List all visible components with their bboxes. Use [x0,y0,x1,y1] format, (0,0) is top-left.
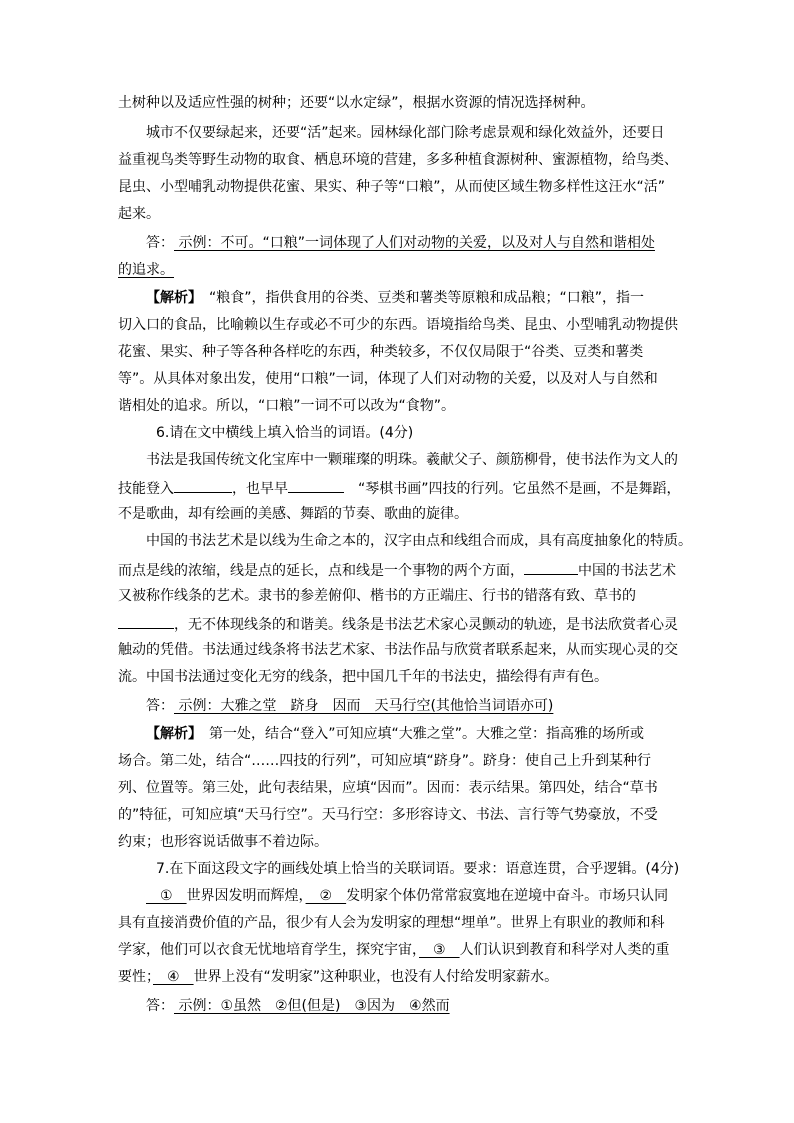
paragraph-line: 等”。从具体对象出发，使用“口粮”一词，体现了人们对动物的关爱，以及对人与自然和 [118,371,658,387]
paragraph-line: 列、位置等。第三处，此句表结果，应填“因而”。因而：表示结果。第四处，结合“草书 [118,780,658,796]
answer-text: 示例：①虽然 ②但(但是) ③因为 ④然而 [174,998,450,1014]
question-7-line: 学家，他们可以衣食无忧地培育学生，探究宇宙， ③ 人们认识到教育和科学对人类的重 [118,942,670,958]
fill-blank-4[interactable] [118,613,174,629]
analysis-text: 第一处，结合“登入”可知应填“大雅之堂”。大雅之堂：指高雅的场所或 [209,726,645,742]
answer-5-cont [118,260,174,280]
fill-blank-2[interactable] [288,477,344,493]
paragraph-line: 书法是我国传统文化宝库中一颗璀璨的明珠。羲献父子、颜筋柳骨，使书法作为文人的 [146,452,678,468]
paragraph-line: 起来。 [118,206,160,222]
analysis-tag: 【解析】 [146,290,195,306]
fill-blank-3[interactable] [524,559,578,575]
paragraph-line: 益重视鸟类等野生动物的取食、栖息环境的营建，多多种植食源树种、蜜源植物，给鸟类、 [118,152,678,168]
paragraph-line: 场合。第二处，结合“……四技的行列”，可知应填“跻身”。跻身：使自己上升到某种行 [118,753,652,769]
paragraph-line: 花蜜、果实、种子等各种各样吃的东西，种类较多，不仅仅局限于“谷类、豆类和薯类 [118,344,644,360]
question-6-title: 6.请在文中横线上填入恰当的词语。(4分) [156,425,414,441]
analysis-6 [146,724,644,744]
analysis-text: “粮食”，指供食用的谷类、豆类和薯类等原粮和成品粮；“口粮”，指一 [209,290,645,306]
paragraph-line: 具有直接消费价值的产品，很少有人会为发明家的理想“埋单”。世界上有职业的教师和科 [118,915,665,931]
paragraph-line: 约束；也形容说话做事不着边际。 [118,834,328,850]
blank-1[interactable]: ① [146,888,187,904]
answer-text: 示例：大雅之堂 跻身 因而 天马行空(其他恰当词语亦可) [174,698,554,714]
question-6-line: ，无不体现线条的和谐美。线条是书法艺术家心灵颤动的轨迹，是书法欣赏者心灵 [118,613,678,633]
question-7-line: ① 世界因发明而辉煌， ② 发明家个体仍常常寂寞地在逆境中奋斗。市场只认同 [146,888,669,904]
answer-label: 答： [146,698,174,714]
paragraph-line: 的”特征，可知应填“天马行空”。天马行空：多形容诗文、书法、言行等气势豪放，不受 [118,807,658,823]
answer-text: 示例：不可。“口粮”一词体现了人们对动物的关爱，以及对人与自然和谐相处 [174,235,655,251]
paragraph-line: 切入口的食品，比喻赖以生存或必不可少的东西。语境指给鸟类、昆虫、小型哺乳动物提供 [118,317,678,333]
paragraph-line: 中国的书法艺术是以线为生命之本的，汉字由点和线组合而成，具有高度抽象化的特质。 [146,533,692,549]
answer-5 [146,233,655,253]
paragraph-line: 流。中国书法通过变化无穷的线条，把中国几千年的书法史，描绘得有声有色。 [118,669,608,685]
paragraph-line: 触动的凭借。书法通过线条将书法艺术家、书法作品与欣赏者联系起来，从而实现心灵的交 [118,642,678,658]
paragraph-line: 城市不仅要绿起来，还要“活”起来。园林绿化部门除考虑景观和绿化效益外，还要日 [146,125,665,141]
paragraph-line: 又被称作线条的艺术。隶书的参差俯仰、楷书的方正端庄、行书的错落有致、草书的 [118,588,636,604]
answer-7 [146,996,450,1016]
fill-blank-1[interactable] [174,477,232,493]
answer-label: 答： [146,235,174,251]
blank-2[interactable]: ② [305,888,347,904]
answer-text: 的追求。 [118,262,174,278]
question-7-title: 7.在下面这段文字的画线处填上恰当的关联词语。要求：语意连贯，合乎逻辑。(4分) [156,861,680,877]
paragraph-line: 谐相处的追求。所以，“口粮”一词不可以改为“食物”。 [118,398,456,414]
analysis-tag: 【解析】 [146,726,195,742]
question-7-line: 要性； ④ 世界上没有“发明家”这种职业，也没有人付给发明家薪水。 [118,969,559,985]
analysis-5 [146,288,644,308]
paragraph-line: 昆虫、小型哺乳动物提供花蜜、果实、种子等“口粮”，从而使区域生物多样性这汪水“活” [118,179,666,195]
answer-label: 答： [146,998,174,1014]
paragraph-line: 不是歌曲，却有绘画的美感、舞蹈的节奏、歌曲的旋律。 [118,506,468,522]
blank-3[interactable]: ③ [419,942,460,958]
answer-6 [146,696,553,716]
paragraph-line: 土树种以及适应性强的树种；还要“以水定绿”，根据水资源的情况选择树种。 [118,95,595,111]
question-6-line: 技能登入 ，也早早 “琴棋书画”四技的行列。它虽然不是画，不是舞蹈， [118,477,681,497]
blank-4[interactable]: ④ [153,969,194,985]
question-6-line: 而点是线的浓缩，线是点的延长，点和线是一个事物的两个方面， 中国的书法艺术 [118,559,676,579]
